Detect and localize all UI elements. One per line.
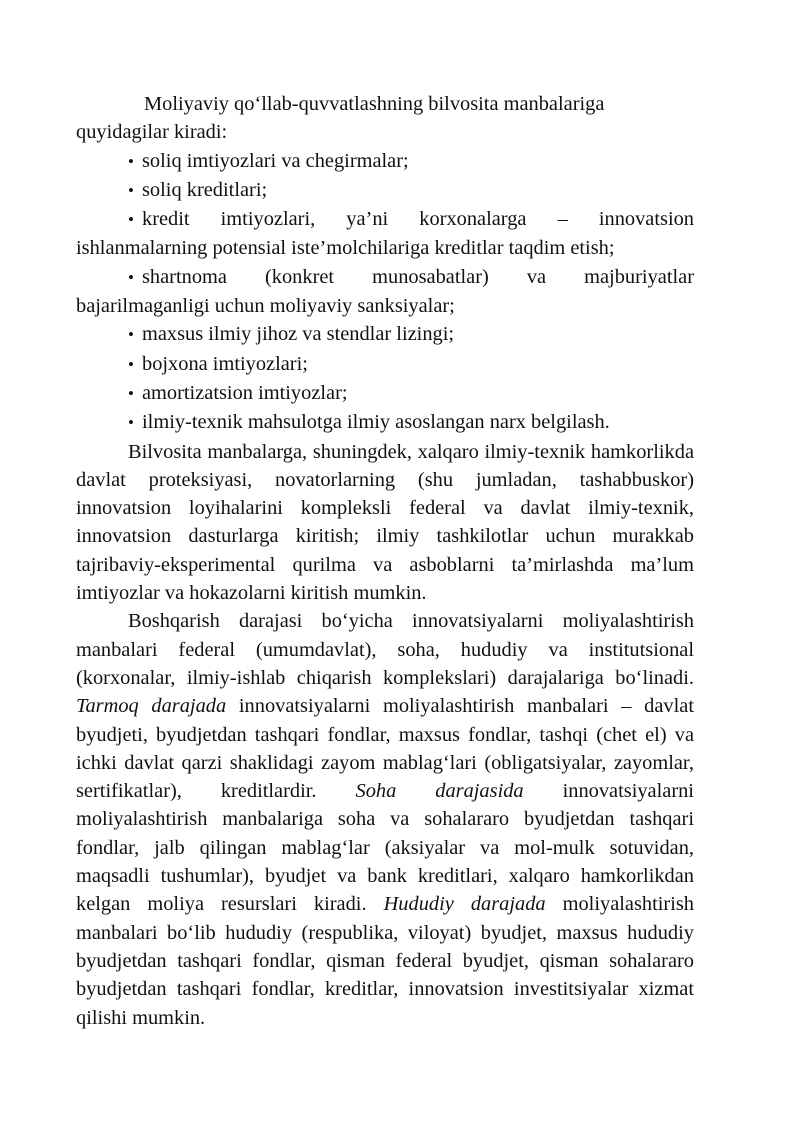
indirect-sources-paragraph: Bilvosita manbalarga, shuningdek, xalqaro ilmiy-texnik hamkorlikda davlat proteksiyasi, novatorlarning (shu jumladan, tashabbuskor) innovatsion loyihalarini kompleksli federal va davlat ilmiy-texnik, innovatsion dasturlarga kiritish; ilmiy tashkilotlar uchun murakkab tajribaviy-eksperimental qurilma va asboblarni ta’mirlashda ma’lum imtiyozlar va hokazolarni kiritish mumkin.: [76, 440, 694, 605]
paragraph-text: moliyalashtirish manbalari bo‘lib hududiy (respublika, viloyat) byudjet, maxsus hududiy byudjetdan tashqari fondlar, qisman federal byudjet, qisman sohalararo byudjetdan tashqari fondlar, kreditlar, innovatsion investitsiyalar xizmat qilishi mumkin.: [76, 893, 695, 1029]
bullet-dot-icon: •: [128, 151, 134, 171]
bullet-text: ilmiy-texnik mahsulotga ilmiy asoslangan narx belgilash.: [142, 411, 610, 434]
bullet-text: shartnoma (konkret munosabatlar) va majburiyatlar bajarilmaganligi uchun moliyaviy sanksiyalar;: [76, 265, 694, 318]
bullet-item: [76, 408, 694, 437]
bullet-item: [76, 320, 694, 349]
management-level-paragraph: [76, 607, 694, 1031]
bullet-dot-icon: •: [128, 325, 134, 345]
bullet-dot-icon: •: [128, 267, 134, 287]
bullet-item: [76, 350, 694, 379]
bullet-item: [76, 147, 694, 176]
bullet-text: bojxona imtiyozlari;: [142, 352, 308, 375]
bullet-text: maxsus ilmiy jihoz va stendlar lizingi;: [142, 323, 455, 346]
bullet-item: [76, 205, 694, 263]
paragraph-text: Boshqarish darajasi bo‘yicha innovatsiyalarni moliyalashtirish manbalari federal (umumdavlat), soha, hududiy va institutsional (korxonalar, ilmiy-ishlab chiqarish komplekslari) darajalariga bo‘linadi.: [76, 610, 694, 689]
italic-term-sector-level: Soha darajasida: [355, 780, 524, 803]
document-page: [76, 90, 694, 1032]
bullet-dot-icon: •: [128, 210, 134, 230]
bullet-item: [76, 263, 694, 321]
bullet-dot-icon: •: [128, 413, 134, 433]
intro-paragraph: Moliyaviy qo‘llab-quvvatlashning bilvosita manbalariga quyidagilar kiradi:: [76, 93, 605, 144]
bullet-text: amortizatsion imtiyozlar;: [142, 381, 348, 404]
bullet-item: [76, 176, 694, 205]
bullet-text: soliq kreditlari;: [142, 178, 268, 201]
italic-term-network-level: Tarmoq darajada: [76, 695, 227, 718]
bullet-text: kredit imtiyozlari, ya’ni korxonalarga – innovatsion ishlanmalarning potensial iste’molchilariga kreditlar taqdim etish;: [76, 208, 694, 260]
italic-term-regional-level: Hududiy darajada: [383, 893, 546, 916]
bullet-item: [76, 379, 694, 408]
paragraph-text: innovatsiyalarni moliyalashtirish manbalariga soha va sohalararo byudjetdan tashqari fondlar, jalb qilingan mablag‘lar (aksiyalar va mol-mulk sotuvidan, maqsadli tushumlar), byudjet va bank kreditlari, xalqaro hamkorlikdan kelgan moliya resurslari kiradi.: [76, 780, 694, 916]
bullet-list: [76, 147, 694, 438]
bullet-dot-icon: •: [128, 383, 134, 403]
bullet-text: soliq imtiyozlari va chegirmalar;: [142, 149, 409, 172]
bullet-dot-icon: •: [128, 180, 134, 200]
paragraph-text: innovatsiyalarni moliyalashtirish manbalari – davlat byudjeti, byudjetdan tashqari fondlar, maxsus fondlar, tashqi (chet el) va ichki davlat qarzi shaklidagi zayom mablag‘lari (obligatsiyalar, zayomlar, sertifikatlar), kreditlardir.: [76, 695, 694, 803]
bullet-dot-icon: •: [128, 354, 134, 374]
